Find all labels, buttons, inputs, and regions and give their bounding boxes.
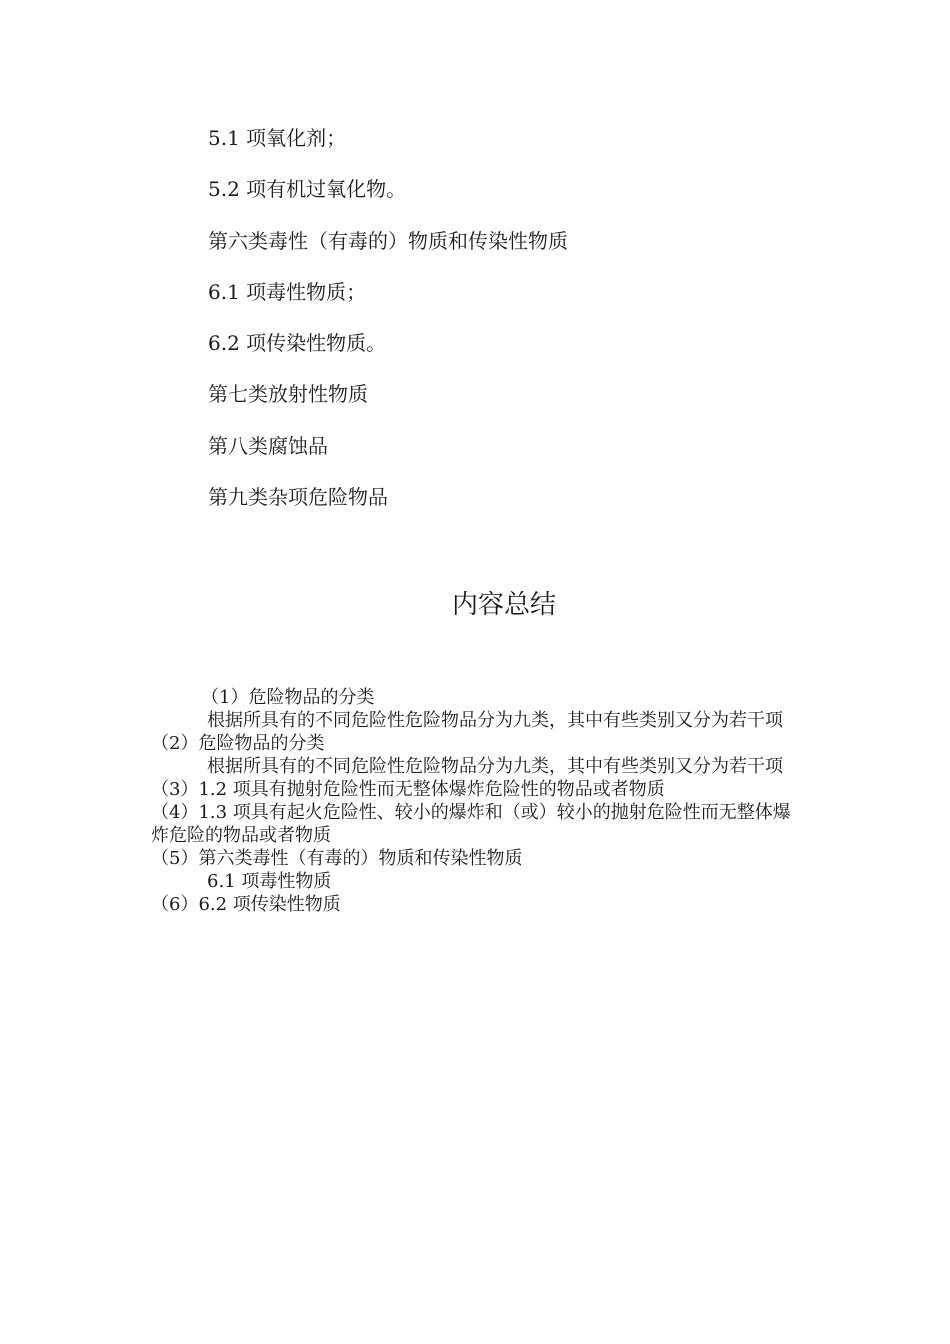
list-item-infectious-substance: 6.2 项传染性物质。 bbox=[208, 331, 387, 355]
summary-heading-1: （1）危险物品的分类 bbox=[201, 687, 375, 708]
list-item-toxic-substance: 6.1 项毒性物质； bbox=[208, 280, 367, 304]
summary-subitem-5: 6.1 项毒性物质 bbox=[207, 871, 332, 892]
list-item-class-seven: 第七类放射性物质 bbox=[208, 382, 368, 406]
summary-body-1: 根据所具有的不同危险性危险物品分为九类，其中有些类别又分为若干项 bbox=[207, 710, 783, 731]
summary-section bbox=[151, 686, 801, 916]
list-item-oxidizer: 5.1 项氧化剂； bbox=[208, 126, 347, 150]
summary-item-3: （3）1.2 项具有抛射危险性而无整体爆炸危险性的物品或者物质 bbox=[151, 779, 665, 800]
list-item-class-nine: 第九类杂项危险物品 bbox=[208, 485, 388, 509]
summary-heading-5: （5）第六类毒性（有毒的）物质和传染性物质 bbox=[151, 848, 523, 869]
summary-item-4: （4）1.3 项具有起火危险性、较小的爆炸和（或）较小的抛射危险性而无整体爆炸危险的物品或者物质 bbox=[151, 802, 791, 846]
summary-body-2: 根据所具有的不同危险性危险物品分为九类，其中有些类别又分为若干项 bbox=[207, 756, 783, 777]
list-item-class-six: 第六类毒性（有毒的）物质和传染性物质 bbox=[208, 229, 568, 253]
list-item-organic-peroxide: 5.2 项有机过氧化物。 bbox=[208, 177, 407, 201]
list-item-class-eight: 第八类腐蚀品 bbox=[208, 434, 328, 458]
summary-heading-2: （2）危险物品的分类 bbox=[151, 733, 325, 754]
summary-item-6: （6）6.2 项传染性物质 bbox=[151, 894, 341, 915]
summary-title: 内容总结 bbox=[451, 590, 556, 620]
